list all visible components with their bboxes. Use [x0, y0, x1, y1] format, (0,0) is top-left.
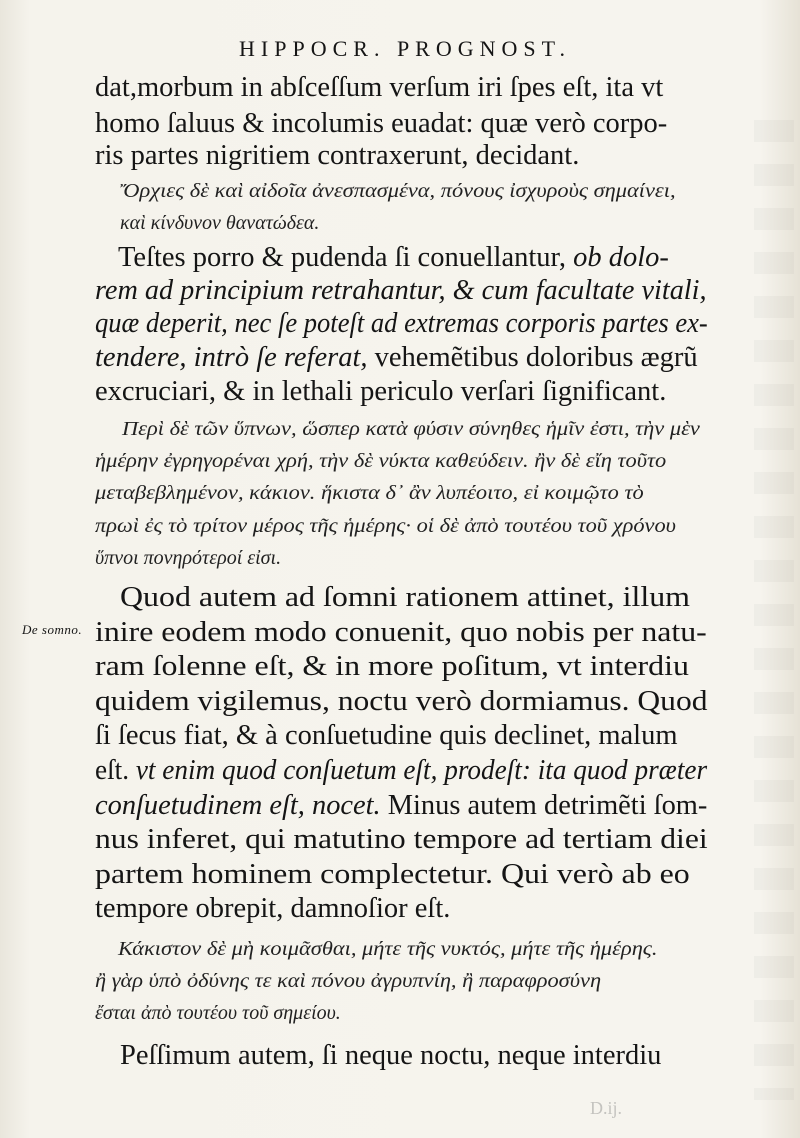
- text-segment: dat,morbum in abſceſſum verſum iri ſpes eſt, ita vt: [95, 72, 664, 103]
- latin-line-l14: [95, 755, 707, 787]
- latin-line-l15: [95, 790, 707, 822]
- text-segment: καὶ κίνδυνον θανατώδεα.: [120, 212, 320, 234]
- greek-line-g8: [118, 938, 658, 961]
- latin-line-l5: [95, 275, 707, 307]
- text-segment: Teſtes porro & pudenda ſi conuellantur,: [118, 242, 574, 273]
- greek-line-g6: [95, 515, 676, 538]
- latin-line-l10: [95, 617, 707, 649]
- text-segment: ris partes nigritiem contraxerunt, decidant.: [95, 140, 580, 171]
- text-segment: vehemẽtibus doloribus ægrũ: [367, 342, 698, 373]
- latin-line-l7: [95, 342, 698, 374]
- text-segment: Peſſimum autem, ſi neque noctu, neque interdiu: [120, 1040, 662, 1071]
- latin-line-l11: [95, 651, 689, 683]
- greek-line-g5: [95, 482, 644, 505]
- greek-line-g7: [95, 547, 281, 570]
- latin-line-l12: [95, 686, 708, 718]
- text-segment: excruciari, & in lethali periculo verſari ſignificant.: [95, 376, 667, 407]
- latin-line-l4: [118, 242, 669, 274]
- text-segment: Quod autem ad ſomni rationem attinet, illum: [120, 582, 691, 613]
- text-segment: rem ad principium retrahantur, & cum facultate vitali,: [95, 275, 707, 306]
- text-segment: homo ſaluus & incolumis euadat: quæ verò corpo-: [95, 108, 668, 139]
- latin-line-l6: [95, 308, 708, 340]
- latin-line-l13: [95, 720, 678, 752]
- text-segment: πρωὶ ἐς τὸ τρίτον μέρος τῆς ἡμέρης· οἱ δὲ ἀπὸ τουτέου τοῦ χρόνου: [95, 515, 676, 537]
- text-segment: nus inferet, qui matutino tempore ad tertiam diei: [95, 824, 708, 855]
- text-segment: ἡμέρην ἐγρηγορέναι χρή, τὴν δὲ νύκτα καθεύδειν. ἢν δὲ εἴη τοῦτο: [95, 450, 667, 472]
- text-segment: ram ſolenne eſt, & in more poſitum, vt interdiu: [95, 651, 689, 682]
- text-segment: μεταβεβλημένον, κάκιον. ἥκιστα δ᾽ ἂν λυπέοιτο, εἰ κοιμῷτο τὸ: [95, 482, 644, 504]
- latin-line-l8: [95, 376, 666, 408]
- text-segment: Minus autem detrimẽti ſom-: [380, 790, 708, 821]
- text-segment: ſi ſecus fiat, & à conſuetudine quis declinet, malum: [95, 720, 678, 751]
- latin-line-l19: [120, 1040, 661, 1072]
- text-segment: vt enim quod conſuetum eſt, prodeſt: ita quod præter: [135, 755, 708, 786]
- text-segment: ob dolo-: [573, 242, 669, 273]
- latin-line-l17: [95, 859, 690, 891]
- latin-line-l9: [120, 582, 690, 614]
- greek-line-g2: [120, 212, 319, 235]
- signature-mark: D.ij.: [590, 1098, 623, 1118]
- greek-line-g4: [95, 450, 666, 473]
- text-segment: ὕπνοι πονηρότεροί εἰσι.: [95, 547, 282, 569]
- greek-line-g3: [122, 418, 700, 441]
- text-segment: tempore obrepit, damnoſior eſt.: [95, 893, 451, 924]
- text-segment: partem hominem complectetur. Qui verò ab eo: [95, 859, 690, 890]
- text-segment: quidem vigilemus, noctu verò dormiamus. Quod: [95, 686, 708, 717]
- text-segment: inire eodem modo conuenit, quo nobis per natu-: [95, 617, 707, 648]
- text-segment: conſuetudinem eſt, nocet.: [95, 790, 381, 821]
- greek-line-g10: [95, 1002, 341, 1025]
- latin-line-l2: [95, 108, 667, 140]
- text-segment: Κάκιστον δὲ μὴ κοιμᾶσθαι, μήτε τῆς νυκτός, μήτε τῆς ἡμέρης.: [118, 938, 658, 960]
- text-segment: ἢ γὰρ ὑπὸ ὀδύνης τε καὶ πόνου ἀγρυπνίη, ἢ παραφροσύνη: [95, 970, 602, 992]
- text-segment: tendere, intrò ſe referat,: [95, 342, 368, 373]
- latin-line-l16: [95, 824, 708, 856]
- greek-line-g1: [120, 180, 676, 203]
- latin-line-l1: [95, 72, 663, 104]
- greek-line-g9: [95, 970, 601, 993]
- margin-note: De somno.: [22, 622, 83, 637]
- text-segment: Περὶ δὲ τῶν ὕπνων, ὥσπερ κατὰ φύσιν σύνηθες ἡμῖν ἐστι, τὴν μὲν: [122, 418, 700, 440]
- show-through-bleed: [754, 120, 794, 1100]
- text-segment: quæ deperit, nec ſe poteſt ad extremas corporis partes ex-: [95, 308, 708, 339]
- latin-line-l18: [95, 893, 450, 925]
- text-segment: eſt.: [95, 755, 136, 786]
- latin-line-l3: [95, 140, 579, 172]
- running-header: HIPPOCR. PROGNOST.: [239, 36, 571, 61]
- text-segment: ἔσται ἀπὸ τουτέου τοῦ σημείου.: [95, 1002, 341, 1024]
- text-segment: Ὄρχιες δὲ καὶ αἰδοῖα ἀνεσπασμένα, πόνους ἰσχυροὺς σημαίνει,: [120, 180, 676, 202]
